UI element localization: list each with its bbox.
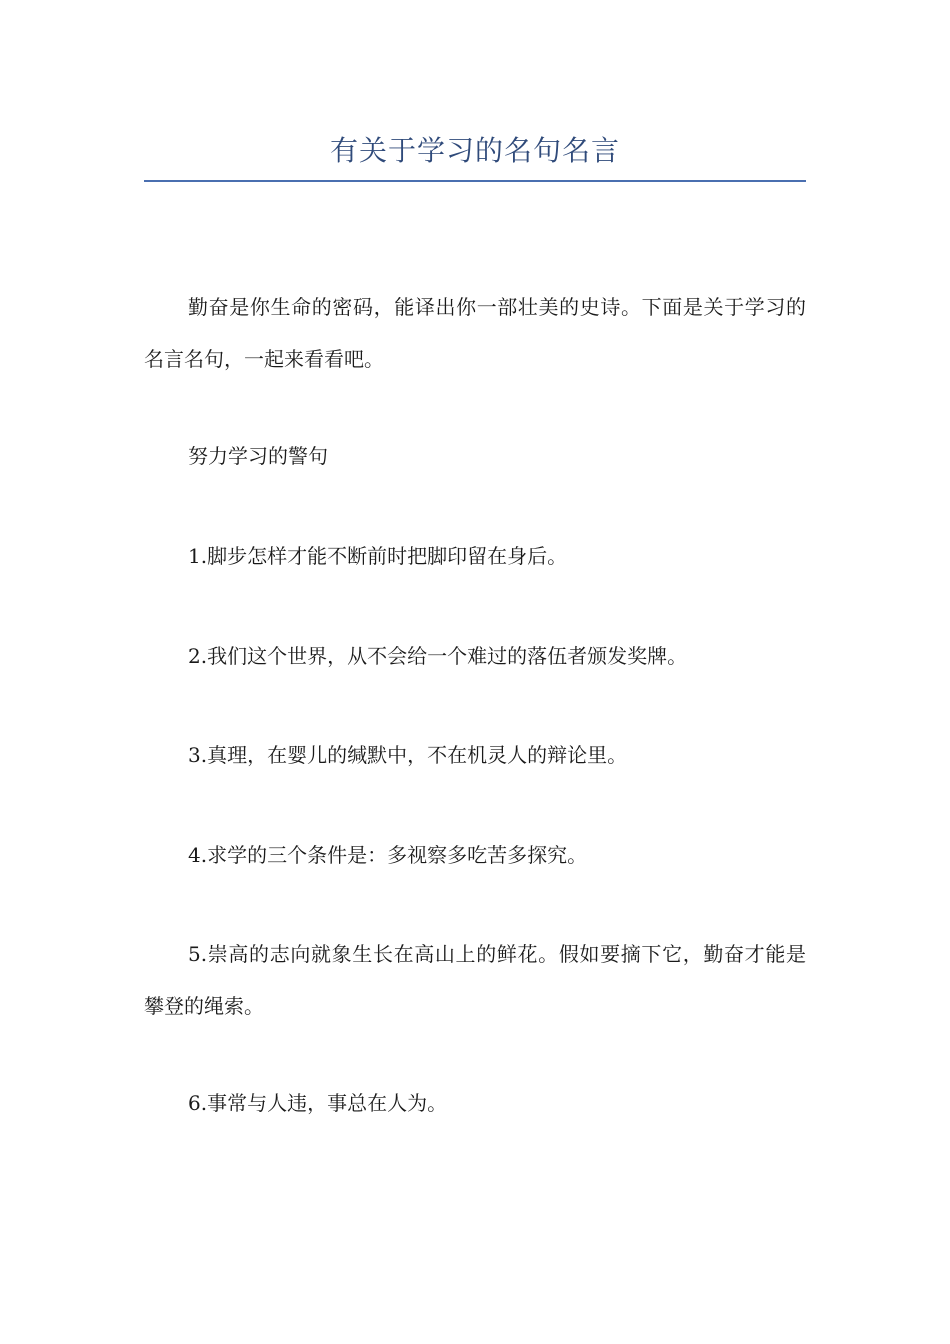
- quote-item: 2.我们这个世界，从不会给一个难过的落伍者颁发奖牌。: [188, 644, 688, 668]
- quote-item: 1.脚步怎样才能不断前时把脚印留在身后。: [188, 544, 568, 568]
- intro-paragraph: 勤奋是你生命的密码，能译出你一部壮美的史诗。下面是关于学习的名言名句，一起来看看吧。: [144, 295, 806, 371]
- section-heading: 努力学习的警句: [188, 444, 328, 468]
- quote-item: 3.真理，在婴儿的缄默中，不在机灵人的辩论里。: [188, 743, 628, 767]
- document-title: 有关于学习的名句名言: [329, 134, 620, 167]
- title-underline: [144, 180, 806, 182]
- quote-item: 6.事常与人违，事总在人为。: [188, 1091, 448, 1115]
- quote-item: 4.求学的三个条件是：多视察多吃苦多探究。: [188, 843, 588, 867]
- quote-item: 5.崇高的志向就象生长在高山上的鲜花。假如要摘下它，勤奋才能是攀登的绳索。: [144, 942, 806, 1018]
